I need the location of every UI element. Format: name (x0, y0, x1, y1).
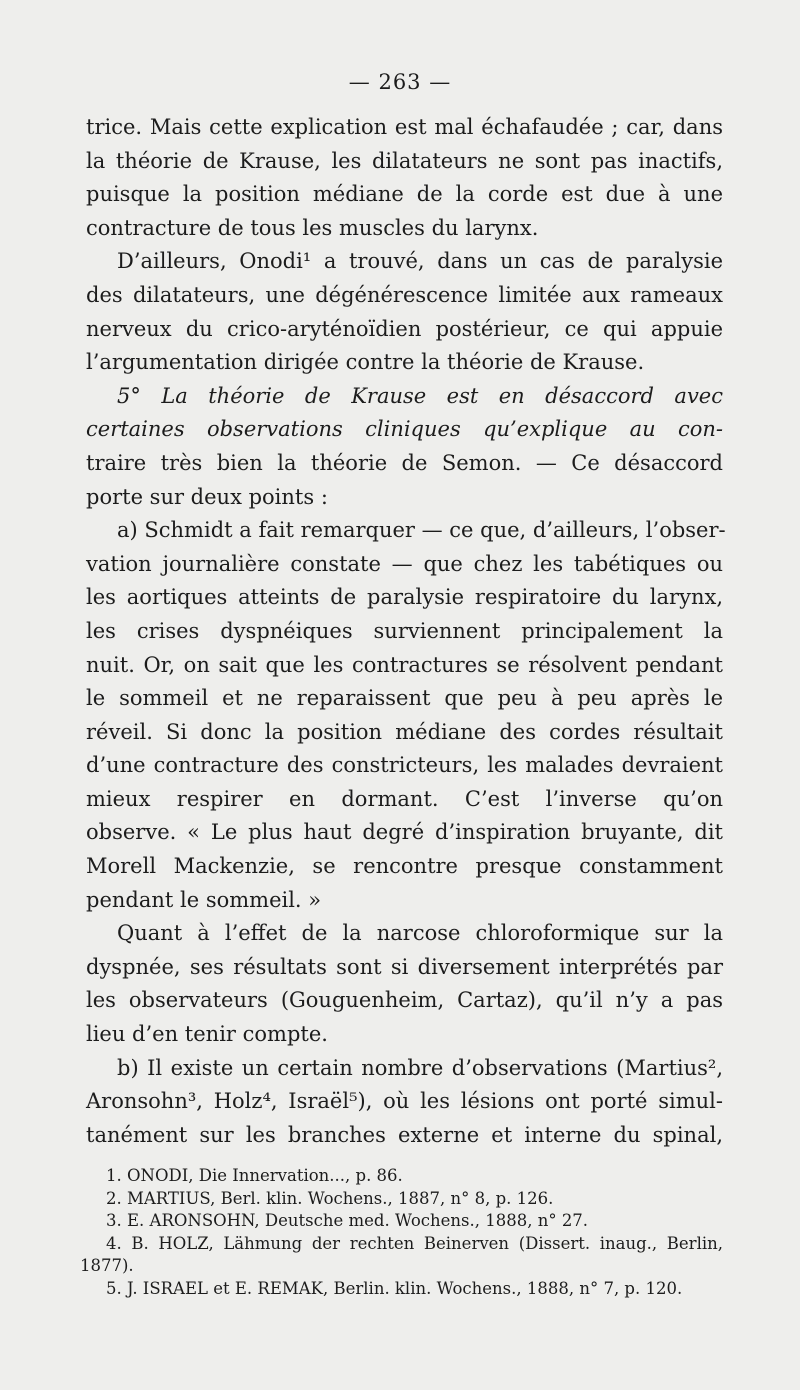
body-line: des dilatateurs, une dégénérescence limitée aux rameaux (86, 282, 723, 307)
body-line: le sommeil et ne reparaissent que peu à peu après le (86, 686, 723, 711)
body-line: trice. Mais cette explication est mal échafaudée ; car, dans (86, 115, 723, 139)
body-line: la théorie de Krause, les dilatateurs ne sont pas inactifs, (86, 148, 723, 173)
body-line: b) Il existe un certain nombre d’observations (Martius², (117, 1055, 723, 1080)
body-line: Aronsohn³, Holz⁴, Israël⁵), où les lésions ont porté simul- (86, 1089, 723, 1114)
body-line: puisque la position médiane de la corde est due à une (86, 182, 723, 207)
body-line: les crises dyspnéiques surviennent principalement la (86, 618, 723, 643)
body-line: pendant le sommeil. » (86, 887, 322, 912)
body-line: tanément sur les branches externe et interne du spinal, (86, 1122, 723, 1147)
body-line: lieu d’en tenir compte. (86, 1022, 328, 1047)
body-line: Morell Mackenzie, se rencontre presque constamment (86, 854, 723, 879)
footnote: 3. E. ARONSOHN, Deutsche med. Wochens., 1888, n° 27. (106, 1211, 589, 1231)
body-line: dyspnée, ses résultats sont si diversement interprétés par (86, 954, 723, 979)
body-line: les observateurs (Gouguenheim, Cartaz), qu’il n’y a pas (86, 988, 723, 1013)
body-line: certaines observations cliniques qu’explique au con- (86, 417, 723, 442)
page-number: — 263 — (348, 70, 452, 94)
body-line: traire très bien la théorie de Semon. — Ce désaccord (86, 450, 723, 475)
body-line: contracture de tous les muscles du larynx. (86, 215, 539, 240)
footnote: 1. ONODI, Die Innervation..., p. 86. (106, 1166, 403, 1185)
body-line: nuit. Or, on sait que les contractures se résolvent pendant (86, 652, 723, 677)
body-line: d’une contracture des constricteurs, les malades devraient (86, 753, 723, 778)
body-line: les aortiques atteints de paralysie respiratoire du larynx, (86, 585, 723, 610)
body-line: D’ailleurs, Onodi¹ a trouvé, dans un cas de paralysie (117, 249, 723, 274)
body-line: Quant à l’effet de la narcose chloroformique sur la (117, 921, 723, 946)
body-text (86, 111, 726, 1152)
body-line: l’argumentation dirigée contre la théorie de Krause. (86, 350, 645, 375)
body-line: réveil. Si donc la position médiane des cordes résultait (86, 719, 723, 744)
body-line: a) Schmidt a fait remarquer — ce que, d’ailleurs, l’obser- (117, 518, 726, 543)
body-line: porte sur deux points : (86, 484, 328, 509)
footnote: 1877). (80, 1256, 134, 1276)
body-line: observe. « Le plus haut degré d’inspiration bruyante, dit (86, 820, 723, 845)
footnote: 2. MARTIUS, Berl. klin. Wochens., 1887, n° 8, p. 126. (106, 1188, 554, 1208)
footnote: 4. B. HOLZ, Lähmung der rechten Beinerven (Dissert. inaug., Berlin, (106, 1233, 723, 1253)
body-line: 5° La théorie de Krause est en désaccord avec (117, 383, 723, 408)
footnote: 5. J. ISRAEL et E. REMAK, Berlin. klin. Wochens., 1888, n° 7, p. 120. (106, 1278, 683, 1298)
body-line: mieux respirer en dormant. C’est l’inverse qu’on (86, 786, 723, 811)
body-line: vation journalière constate — que chez les tabétiques ou (86, 551, 723, 576)
footnotes (80, 1165, 723, 1301)
body-line: nerveux du crico-aryténoïdien postérieur, ce qui appuie (86, 316, 723, 341)
